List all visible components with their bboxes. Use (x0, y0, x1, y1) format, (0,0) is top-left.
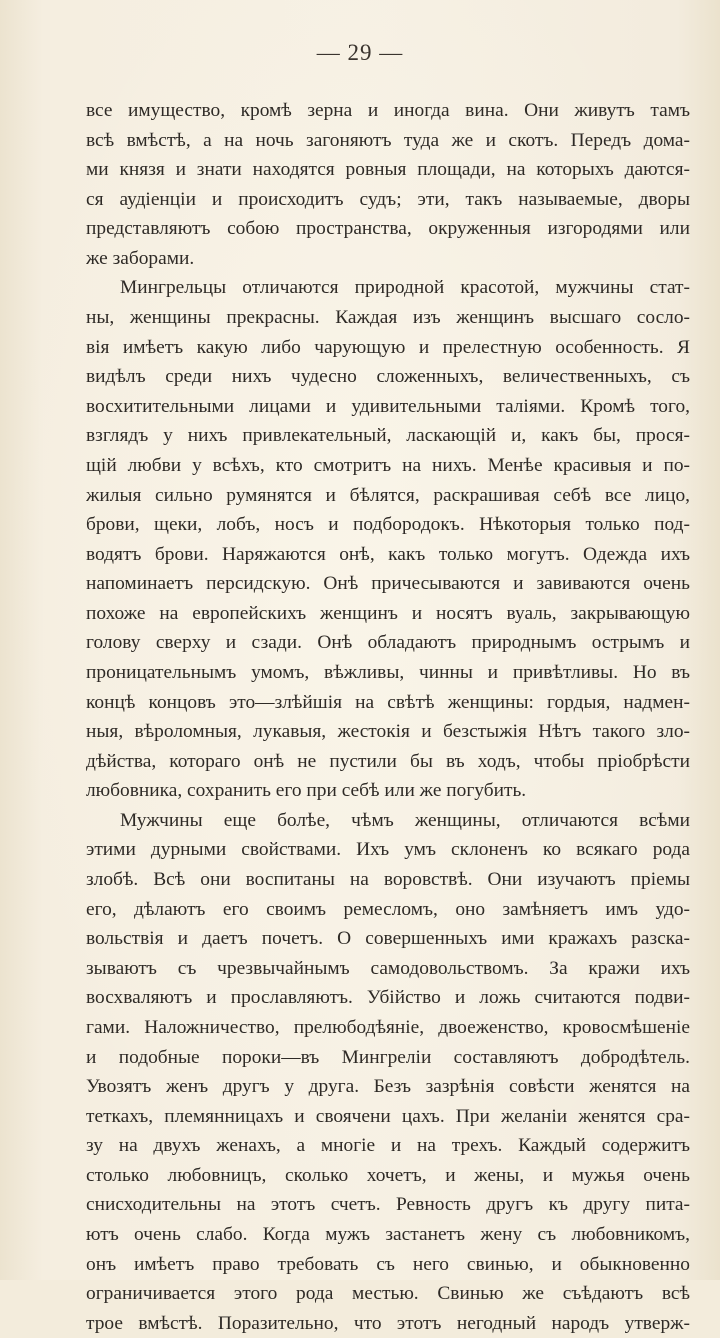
text-line: ся аудіенціи и происходитъ судъ; эти, такъ называемые, дворы (86, 188, 690, 210)
text-line: и подобные пороки—въ Мингреліи составляютъ добродѣтель. (86, 1046, 690, 1068)
text-line: взглядъ у нихъ привлекательный, ласкающій и, какъ бы, прося- (86, 425, 690, 447)
text-line: гами. Наложничество, прелюбодѣяніе, двоеженство, кровосмѣшеніе (86, 1016, 690, 1038)
text-line: трое вмѣстѣ. Поразительно, что этотъ негодный народъ утверж- (86, 1312, 690, 1334)
text-line: похоже на европейскихъ женщинъ и носятъ вуаль, закрывающую (86, 602, 690, 624)
text-line: Мингрельцы отличаются природной красотой, мужчины стат- (120, 277, 690, 299)
text-line: теткахъ, племянницахъ и своячени цахъ. При желаніи женятся сра- (86, 1105, 690, 1127)
text-line: ограничивается этого рода местью. Свинью же съѣдаютъ всѣ (86, 1283, 690, 1305)
text-line: снисходительны на этотъ счетъ. Ревность другъ къ другу пита- (86, 1194, 690, 1216)
page-number: — 29 — (316, 40, 404, 65)
text-line: вольствія и даетъ почетъ. О совершенныхъ ими кражахъ разска- (86, 928, 690, 950)
text-line: зываютъ съ чрезвычайнымъ самодовольствомъ. За кражи ихъ (86, 957, 690, 979)
text-line: злобѣ. Всѣ они воспитаны на воровствѣ. Они изучаютъ пріемы (86, 869, 690, 891)
text-line: же заборами. (86, 247, 195, 269)
text-line: Увозятъ женъ другъ у друга. Безъ зазрѣнія совѣсти женятся на (86, 1076, 690, 1098)
text-line: Мужчины еще болѣе, чѣмъ женщины, отличаются всѣми (120, 809, 690, 831)
text-line: его, дѣлаютъ его своимъ ремесломъ, оно замѣняетъ имъ удо- (86, 898, 690, 920)
text-line: все имущество, кромѣ зерна и иногда вина. Они живутъ тамъ (86, 100, 690, 121)
text-line: ютъ очень слабо. Когда мужъ застанетъ жену съ любовникомъ, (86, 1223, 690, 1245)
text-line: этими дурными свойствами. Ихъ умъ склоненъ ко всякаго рода (86, 839, 690, 861)
text-line: жилыя сильно румянятся и бѣлятся, раскрашивая себѣ все лицо, (86, 484, 690, 506)
text-line: восхваляютъ и прославляютъ. Убійство и ложь считаются подви- (86, 987, 690, 1009)
text-line: дѣйства, котораго онѣ не пустили бы въ ходъ, чтобы пріобрѣсти (86, 750, 690, 772)
text-line: любовника, сохранить его при себѣ или же погубить. (86, 780, 527, 802)
text-line: столько любовницъ, сколько хочетъ, и жены, и мужья очень (86, 1164, 690, 1186)
text-line: концѣ концовъ это—злѣйшія на свѣтѣ женщины: гордыя, надмен- (86, 691, 690, 713)
text-line: голову сверху и сзади. Онѣ обладаютъ природнымъ острымъ и (86, 632, 690, 654)
text-line: представляютъ собою пространства, окруженныя изгородями или (86, 218, 690, 240)
text-line: зу на двухъ женахъ, а многіе и на трехъ. Каждый содержитъ (86, 1135, 690, 1157)
text-line: видѣлъ среди нихъ чудесно сложенныхъ, величественныхъ, съ (86, 366, 690, 388)
text-line: всѣ вмѣстѣ, а на ночь загоняютъ туда же и скотъ. Передъ дома- (86, 129, 690, 151)
text-line: вія имѣетъ какую либо чарующую и прелестную особенность. Я (86, 336, 690, 358)
body-text (86, 96, 690, 1338)
text-line: ныя, вѣроломныя, лукавыя, жестокія и безстыжія Нѣтъ такого зло- (86, 721, 690, 743)
text-line: напоминаетъ персидскую. Онѣ причесываются и завиваются очень (86, 573, 690, 595)
text-line: водятъ брови. Наряжаются онѣ, какъ только могутъ. Одежда ихъ (86, 543, 690, 565)
text-line: брови, щеки, лобъ, носъ и подбородокъ. Нѣкоторыя только под- (86, 514, 690, 536)
text-line: ми князя и знати находятся ровныя площади, на которыхъ даются- (86, 159, 690, 181)
text-line: онъ имѣетъ право требовать съ него свинью, и обыкновенно (86, 1253, 690, 1275)
text-line: щій любви у всѣхъ, кто смотритъ на нихъ. Менѣе красивыя и по- (86, 454, 690, 476)
text-line: проницательнымъ умомъ, вѣжливы, чинны и привѣтливы. Но въ (86, 661, 690, 683)
text-line: ны, женщины прекрасны. Каждая изъ женщинъ высшаго сосло- (86, 307, 690, 329)
text-line: восхитительными лицами и удивительными таліями. Кромѣ того, (86, 395, 690, 417)
